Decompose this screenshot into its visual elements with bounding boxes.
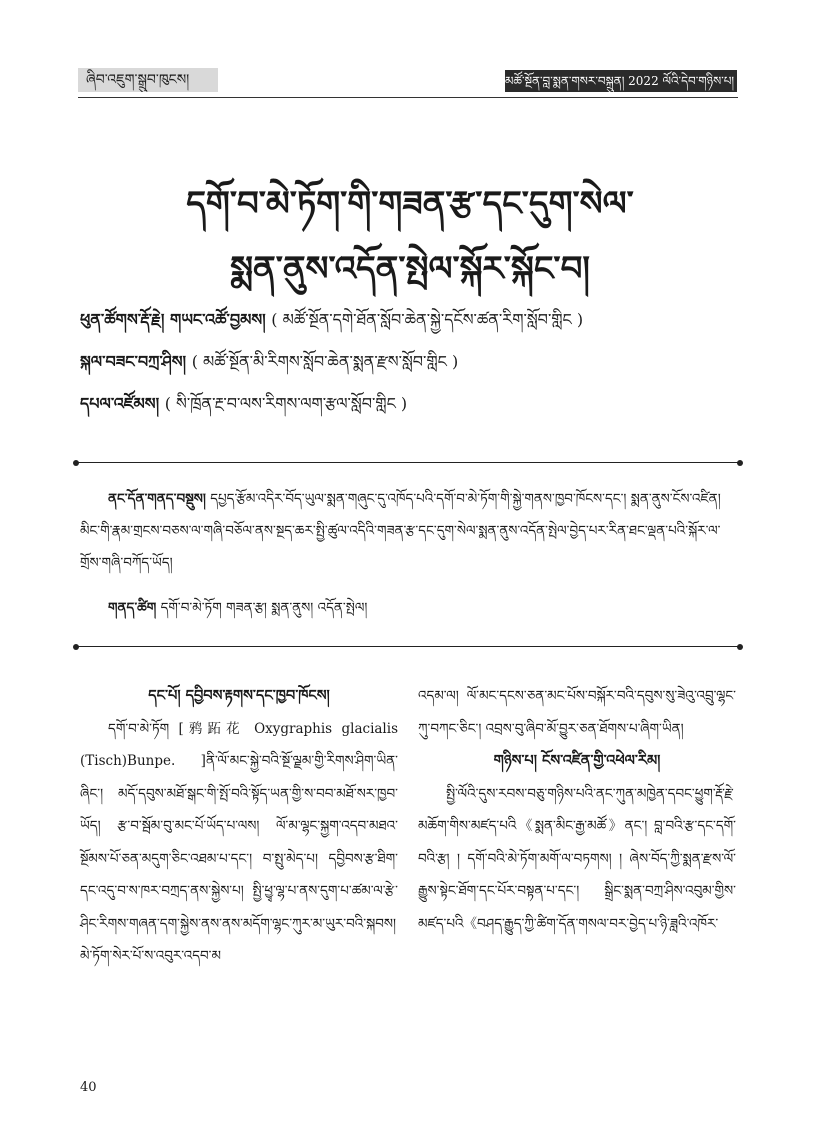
author-line-2 [80, 344, 740, 389]
abstract-bottom-rule [76, 646, 740, 647]
section-heading-1: དང་པོ། དབྱིབས་རྟགས་དང་ཁྱབ་ཁོངས། [148, 687, 330, 704]
running-header-right: མཚོ་སྔོན་བླ་སྨན་གསར་བསྐྲུན། 2022 ལོའི་དེབ་གཉིས་པ། [505, 70, 737, 92]
body-paragraph-continued: འདམ་ལ། ལོ་མང་དངས་ཅན་མང་པོས་བསྐོར་བའི་དབུས་སུ་ཟེའུ་འབྲུ་ལྷང་ཀུ་བཀང་ཅིང་། འབྲས་བུ་ཞིབ་མོ་བྱུར་ཅན་ཐོགས་པ་ཞིག་ཡིན། [418, 688, 736, 737]
author-names: སྐལ་བཟང་བཀྲ་ཤིས། [80, 352, 192, 371]
author-line-3 [80, 386, 740, 431]
section-heading-2: གཉིས་པ། ངོས་འཛིན་གྱི་འཕེལ་རིམ། [493, 752, 661, 769]
scientific-name: 鸦跖花 Oxygraphis glacialis (Tisch)Bunpe. [80, 720, 399, 769]
page-number: 40 [80, 1080, 97, 1095]
abstract-text: དཔྱད་རྩོམ་འདིར་བོད་ཡུལ་སྨན་གཞུང་དུ་འཁོད་པའི་དགོ་བ་མེ་ཏོག་གི་སྐྱེ་གནས་ཁྱབ་ཁོངས་དང་། སྨན་ནུས་ངོས་འཛིན། མིང་གི་རྣམ་གྲངས་བཅས་ལ་གཞི་བཅོལ་ནས་སྔད་ཆར་སྤྱི་ཚུལ་འདིའི་གཟན་རྩ་དང་དུག་སེལ་སྨན་ནུས་འདོན་སྤེལ་བྱེད་པར་རིན་ཐང་ལྡན་པའི་སྐོར་ལ་གྲོས་གཞི་བཀོད་ཡོད། [80, 491, 721, 571]
title-line-2: སྨན་ནུས་འདོན་སྤེལ་སྐོར་སྐོང་བ། [230, 249, 590, 289]
header-rule [78, 97, 738, 98]
abstract-top-rule [76, 462, 740, 463]
title-line-1: དགོ་བ་མེ་ཏོག་གི་གཟན་རྩ་དང་དུག་སེལ་ [186, 184, 634, 224]
author-line-1 [80, 302, 740, 347]
keywords-label: གནད་ཚིག [108, 600, 157, 616]
body-paragraph [80, 713, 398, 973]
left-column [80, 680, 398, 973]
keywords [108, 593, 738, 631]
body-paragraph: སྤྱི་ལོའི་དུས་རབས་བཅུ་གཉིས་པའི་ནང་ཀུན་མཁྱེན་དབང་ཕྱུག་རྡོ་རྗེ་མཆོག་གིས་མཛད་པའི《སྨན་མིང་རྒྱ་མཚོ》ནང་། བླ་བའི་རྩ་དང་དགོ་བའི་རྩ། ། དགོ་བའི་མེ་ཏོག་མགོ་ལ་བཏགས། ། ཞེས་བོད་ཀྱི་སྨན་རྫས་ལོ་རྒྱུས་སྟེང་ཐོག་དང་པོར་བསྟན་པ་དང་། སྒྲིང་སྨན་བཀྲ་ཤིས་འབུམ་གྱིས་མཛད་པའི《བཤད་རྒྱུད་ཀྱི་ཚིག་དོན་གསལ་བར་བྱེད་པ་ཉི་ཟླའི་འཁོར་ [418, 785, 736, 932]
author-names: དཔལ་འཛོམས། [80, 394, 165, 413]
paragraph-text: ]ནི་ལོ་མང་སྐྱེ་བའི་སྔོ་ལྗམ་གྱི་རིགས་ཤིག་ཡིན་ཞིང་། མདོ་དབུས་མཐོ་སྒང་གི་སྤོ་བའི་སྟོད་ཡན་གྱི་ས་བབ་མཐོ་སར་ཁྱབ་ཡོད། རྩ་བ་སྦོམ་བུ་མང་པོ་ཡོད་པ་ལས། ལོ་མ་ལྷང་སྐྱག་འདབ་མཐའ་སྔོམས་པོ་ཅན་མདུག་ཅིང་འཐམ་པ་དང་། བ་སྤུ་མེད་པ། དབྱིབས་རྩ་ཐིག་དང་འདུ་བ་ས་ཁར་བཀྲད་ནས་སྐྱེས་པ། སྤྱི་ཕྱྭ་ལྷ་པ་ནས་དུག་པ་ཚམ་ལ་རྩེ་ཤིང་རིགས་གཞན་དག་སྐྱེས་ནས་ནས་མདོག་ལྷང་ཀུར་མ་ཡུར་བའི་སྐབས། མེ་ཏོག་སེར་པོ་ས་འབུར་འདབ་མ [80, 753, 398, 964]
paragraph-prefix: དགོ་བ་མེ་ཏོག [ [108, 720, 184, 737]
abstract [80, 483, 740, 579]
abstract-label: ནང་དོན་གནད་བསྡུས། [108, 491, 206, 507]
author-affiliation: ( སི་ཁྲོན་རྔ་བ་ལས་རིགས་ལག་རྩལ་སློབ་གླིང ) [164, 394, 408, 413]
author-names: ཕུན་ཚོགས་རྡོ་རྗེ། གཡང་འཚོ་བྱམས། [80, 310, 272, 329]
running-header-left: ཞིབ་འཇུག་སྒྲུབ་ཁུངས། [78, 68, 218, 92]
right-column [418, 680, 736, 940]
author-affiliation: ( མཚོ་སྔོན་མི་རིགས་སློབ་ཆེན་སྨན་རྫས་སློབ་གླིང ) [191, 352, 459, 371]
author-affiliation: ( མཚོ་སྔོན་དགེ་ཐོན་སློབ་ཆེན་སྐྱེ་དངོས་ཚན་རིག་སློབ་གླིང ) [271, 310, 584, 329]
keywords-text: དགོ་བ་མེ་ཏོག གཟན་རྩ། སྨན་ནུས། འདོན་སྤེལ། [156, 600, 368, 616]
